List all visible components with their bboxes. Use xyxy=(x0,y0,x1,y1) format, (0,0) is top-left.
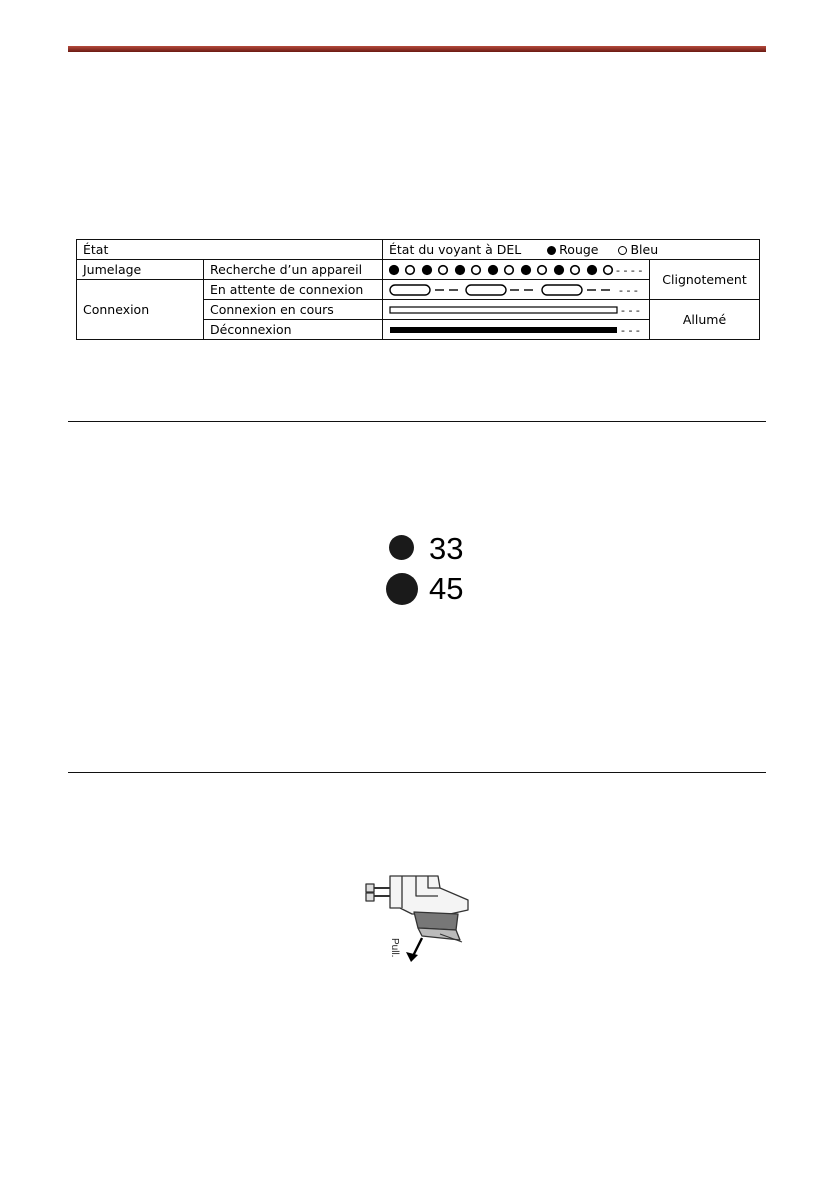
state-allume: Allumé xyxy=(650,300,760,340)
pattern-steady-red xyxy=(383,320,650,340)
capsule-dash-pattern xyxy=(389,283,643,297)
speed-33-label: 33 xyxy=(429,531,464,566)
large-dot-icon xyxy=(386,573,418,605)
pattern-alternating-blink xyxy=(383,260,650,280)
pattern-slow-blink xyxy=(383,280,650,300)
header-voyant-label: État du voyant à DEL xyxy=(389,241,522,257)
pattern-steady-blue xyxy=(383,300,650,320)
trail-text: - - - xyxy=(619,283,638,297)
led-status-table xyxy=(76,239,760,340)
row-recherche: Recherche d’un appareil xyxy=(204,260,383,280)
table-header-row xyxy=(77,240,760,260)
row-attente: En attente de connexion xyxy=(204,280,383,300)
alternating-dots-pattern xyxy=(389,263,643,277)
pull-label: Pull. xyxy=(389,938,400,958)
speed-45-label: 45 xyxy=(429,571,464,606)
row-jumelage: Jumelage xyxy=(77,260,204,280)
row-connexion: Connexion xyxy=(77,280,204,340)
header-rule xyxy=(68,46,766,52)
solid-bar-pattern xyxy=(389,323,643,337)
header-voyant xyxy=(383,240,760,260)
section-divider xyxy=(68,772,766,773)
state-clignotement: Clignotement xyxy=(650,260,760,300)
hollow-bar-pattern xyxy=(389,303,643,317)
stylus-removal-illustration xyxy=(360,866,478,966)
row-en-cours: Connexion en cours xyxy=(204,300,383,320)
legend-bleu: Bleu xyxy=(630,241,659,257)
table-row xyxy=(77,260,760,280)
red-dot-icon xyxy=(547,246,556,255)
small-dot-icon xyxy=(389,535,414,560)
header-etat: État xyxy=(77,240,383,260)
trail-text: - - - xyxy=(621,303,640,317)
trail-text: - - - xyxy=(621,323,640,337)
section-divider xyxy=(68,421,766,422)
blue-dot-icon xyxy=(618,246,627,255)
row-deconnexion: Déconnexion xyxy=(204,320,383,340)
trail-text: - - - - xyxy=(616,263,643,277)
legend-rouge: Rouge xyxy=(559,241,599,257)
